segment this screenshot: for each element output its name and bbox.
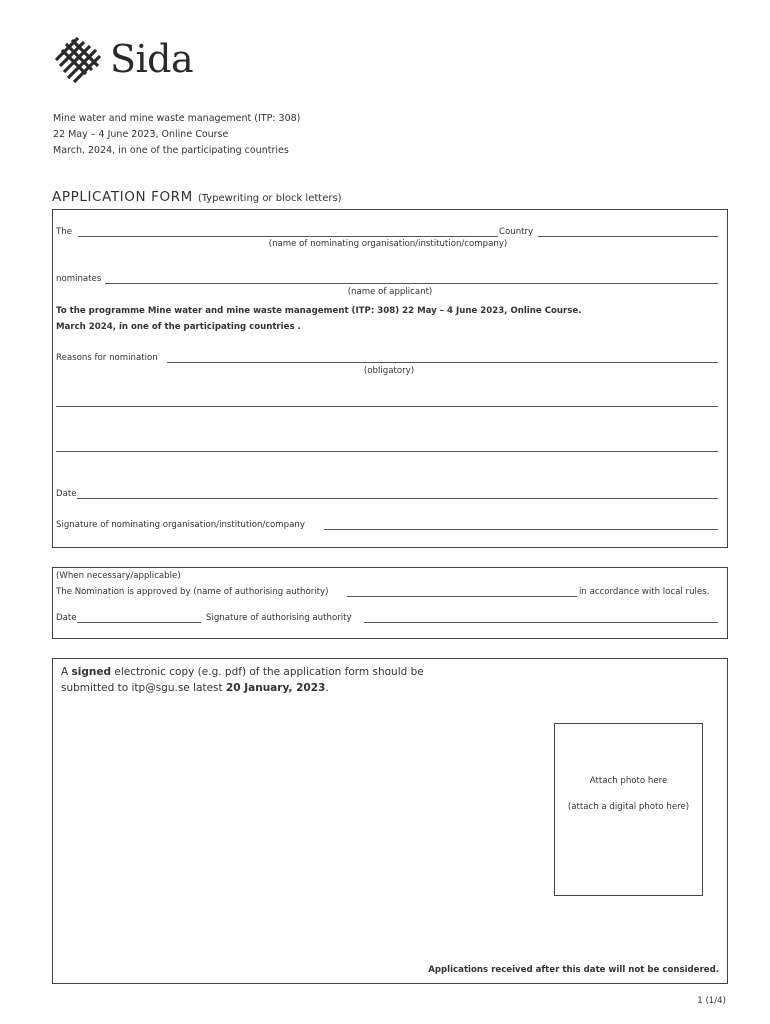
form-title-text: APPLICATION FORM xyxy=(52,189,193,205)
programme-line-1: To the programme Mine water and mine waste management (ITP: 308) 22 May – 4 June 2023, Online Course. xyxy=(56,306,582,316)
submission-text-c: submitted to itp@sgu.se latest xyxy=(61,682,226,694)
course-dates: 22 May – 4 June 2023, Online Course xyxy=(53,129,229,140)
submission-text-a: A xyxy=(61,666,72,678)
date-label: Date xyxy=(56,489,77,499)
applicant-name-field[interactable] xyxy=(105,283,718,284)
form-subtitle: (Typewriting or block letters) xyxy=(197,193,342,204)
form-title xyxy=(52,189,342,205)
organisation-field[interactable] xyxy=(78,236,498,237)
submission-text-b: electronic copy (e.g. pdf) of the application form should be xyxy=(111,666,424,678)
approval-date-field[interactable] xyxy=(77,622,201,623)
logo-wordmark: Sida xyxy=(110,37,194,81)
reasons-label: Reasons for nomination xyxy=(56,353,158,363)
signed-emphasis: signed xyxy=(71,666,112,678)
submission-text-line-1 xyxy=(61,666,424,678)
reasons-line-2[interactable] xyxy=(56,406,718,407)
approval-date-label: Date xyxy=(56,613,77,623)
authority-name-field[interactable] xyxy=(347,596,577,597)
reasons-field[interactable] xyxy=(167,362,718,363)
authority-signature-field[interactable] xyxy=(364,622,718,623)
late-application-warning: Applications received after this date will not be considered. xyxy=(428,965,719,975)
sida-logo xyxy=(52,34,193,84)
photo-hint: (attach a digital photo here) xyxy=(567,802,690,812)
applicant-hint: (name of applicant) xyxy=(347,287,433,297)
the-label: The xyxy=(56,227,72,237)
local-rules-text: in accordance with local rules. xyxy=(579,587,710,597)
programme-line-2: March 2024, in one of the participating countries . xyxy=(56,322,301,332)
date-field[interactable] xyxy=(77,498,718,499)
course-title: Mine water and mine waste management (ITP: 308) xyxy=(53,113,301,124)
country-label: Country xyxy=(499,227,534,237)
submission-text-end: . xyxy=(325,682,329,694)
sida-emblem-icon xyxy=(52,34,104,84)
nominates-label: nominates xyxy=(56,274,102,284)
signature-field[interactable] xyxy=(324,529,718,530)
reasons-line-3[interactable] xyxy=(56,451,718,452)
submission-text-line-2 xyxy=(61,682,329,694)
course-followup: March, 2024, in one of the participating countries xyxy=(53,145,289,156)
photo-label: Attach photo here xyxy=(589,776,668,786)
approved-by-label: The Nomination is approved by (name of authorising authority) xyxy=(56,587,329,597)
obligatory-hint: (obligatory) xyxy=(363,366,415,376)
page-number: 1 (1/4) xyxy=(697,996,726,1006)
country-field[interactable] xyxy=(538,236,718,237)
deadline-date: 20 January, 2023 xyxy=(225,682,326,694)
approval-note: (When necessary/applicable) xyxy=(56,571,181,581)
organisation-hint: (name of nominating organisation/institution/company) xyxy=(268,239,508,249)
signature-label: Signature of nominating organisation/institution/company xyxy=(56,520,305,530)
authority-signature-label: Signature of authorising authority xyxy=(206,613,352,623)
